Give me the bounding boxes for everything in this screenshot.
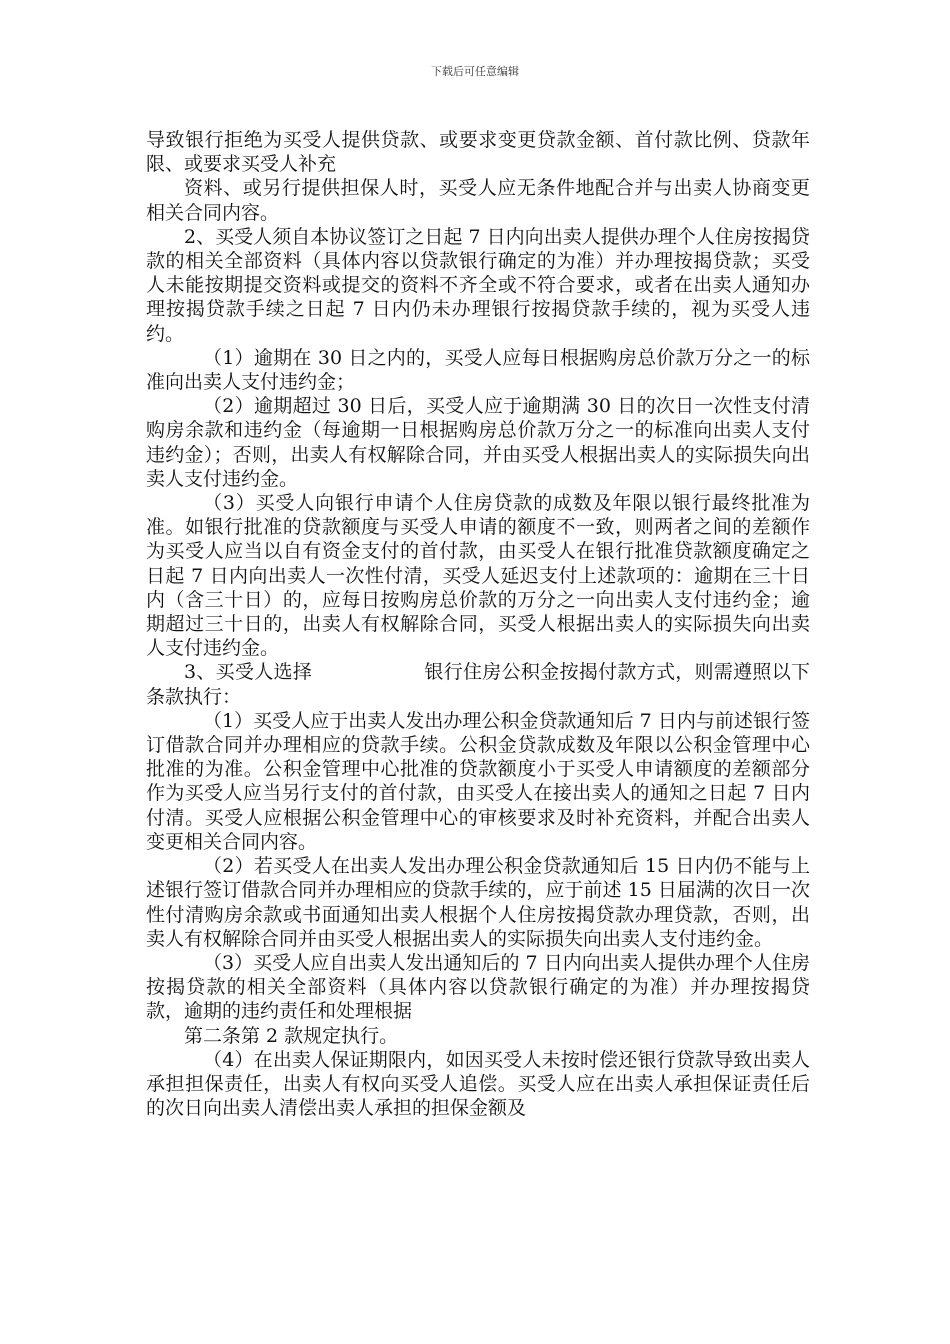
clause-3-lead: 3、买受人选择 <box>184 661 313 684</box>
document-body <box>146 128 810 1120</box>
paragraph-clause-2-3: （3）买受人向银行申请个人住房贷款的成数及年限以银行最终批准为准。如银行批准的贷款额度与买受人申请的额度不一致，则两者之间的差额作为买受人应当以自有资金支付的首付款，由买受人在银行批准贷款额度确定之日起 7 日内向出卖人一次性付清，买受人延迟支付上述款项的：逾期在三十日内（含三十日）的，应每日按购房总价款的万分之一向出卖人支付违约金；逾期超过三十日的，出卖人有权解除合同，买受人根据出卖人的实际损失向出卖人支付违约金。 <box>146 492 810 660</box>
paragraph-clause-2-2: （2）逾期超过 30 日后，买受人应于逾期满 30 日的次日一次性支付清购房余款和违约金（每逾期一日根据购房总价款万分之一的标准向出卖人支付违约金）；否则，出卖人有权解除合同，并由买受人根据出卖人的实际损失向出卖人支付违约金。 <box>146 395 810 490</box>
paragraph-clause-2: 2、买受人须自本协议签订之日起 7 日内向出卖人提供办理个人住房按揭贷款的相关全部资料（具体内容以贷款银行确定的为准）并办理按揭贷款；买受人未能按期提交资料或提交的资料不齐全或不符合要求，或者在出卖人通知办理按揭贷款手续之日起 7 日内仍未办理银行按揭贷款手续的，视为买受人违约。 <box>146 225 810 345</box>
paragraph-clause-3-1: （1）买受人应于出卖人发出办理公积金贷款通知后 7 日内与前述银行签订借款合同并办理相应的贷款手续。公积金贷款成数及年限以公积金管理中心批准的为准。公积金管理中心批准的贷款额度小于买受人申请额度的差额部分作为买受人应当另行支付的首付款，由买受人在接出卖人的通知之日起 7 日内付清。买受人应根据公积金管理中心的审核要求及时补充资料，并配合出卖人变更相关合同内容。 <box>146 709 810 853</box>
paragraph-clause-2-1: （1）逾期在 30 日之内的，买受人应每日根据购房总价款万分之一的标准向出卖人支付违约金； <box>146 346 810 394</box>
paragraph-clause-3 <box>146 660 810 708</box>
paragraph-clause-3-4: （4）在出卖人保证期限内，如因买受人未按时偿还银行贷款导致出卖人承担担保责任，出卖人有权向买受人追偿。买受人应在出卖人承担保证责任后的次日向出卖人清偿出卖人承担的担保金额及 <box>146 1048 810 1120</box>
paragraph-clause-3-3-cont: 第二条第 2 款规定执行。 <box>184 1024 399 1047</box>
page-header: 下载后可任意编辑 <box>431 65 519 78</box>
paragraph-1: 导致银行拒绝为买受人提供贷款、或要求变更贷款金额、首付款比例、贷款年限、或要求买受人补充 <box>146 129 810 176</box>
paragraph-clause-3-2: （2）若买受人在出卖人发出办理公积金贷款通知后 15 日内仍不能与上述银行签订借款合同并办理相应的贷款手续的，应于前述 15 日届满的次日一次性付清购房余款或书面通知出卖人根据个人住房按揭贷款办理贷款，否则，出卖人有权解除合同并由买受人根据出卖人的实际损失向出卖人支付违约金。 <box>146 855 810 950</box>
paragraph-clause-3-3: （3）买受人应自出卖人发出通知后的 7 日内向出卖人提供办理个人住房按揭贷款的相关全部资料（具体内容以贷款银行确定的为准）并办理按揭贷款，逾期的违约责任和处理根据 <box>146 951 810 1023</box>
clause-3-rest: 银行住房公积金按揭付款方式，则需遵照以下条款执行： <box>146 661 810 708</box>
paragraph-2: 资料、或另行提供担保人时，买受人应无条件地配合并与出卖人协商变更相关合同内容。 <box>146 177 810 224</box>
